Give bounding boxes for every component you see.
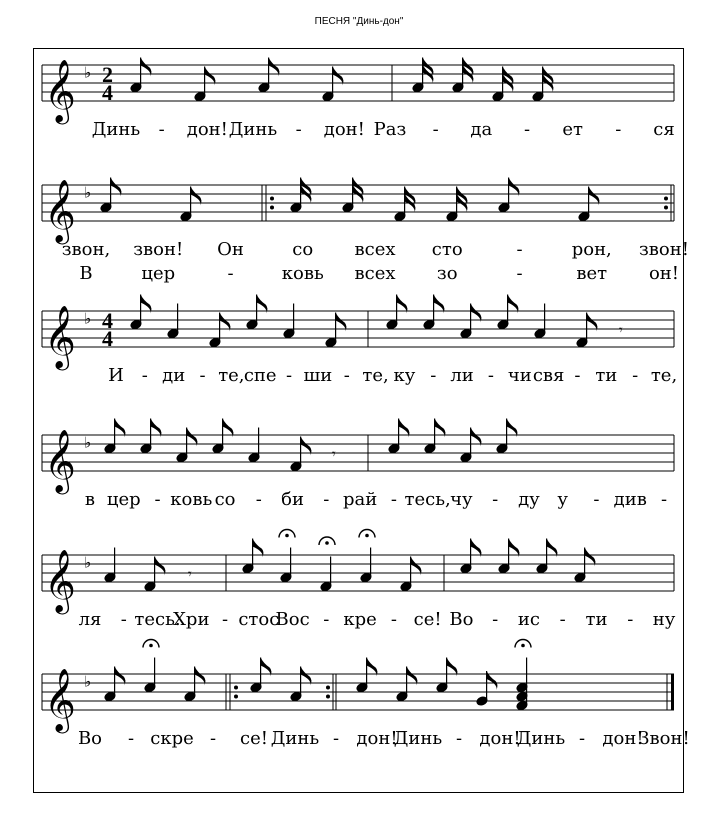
- lyric-hyphen: -: [627, 609, 634, 630]
- lyric-syllable: Динь: [91, 119, 141, 140]
- lyric-syllable: звон!: [638, 239, 690, 260]
- lyric-hyphen: -: [578, 728, 586, 749]
- lyric-syllable: у: [557, 489, 569, 510]
- lyric-hyphen: -: [559, 609, 566, 630]
- lyric-syllable: чи: [507, 365, 532, 386]
- lyric-syllable: Раз: [373, 119, 407, 140]
- lyric-syllable: тесь,: [404, 489, 451, 510]
- repeat-dot: [326, 686, 330, 690]
- lyric-hyphen: -: [523, 119, 531, 140]
- lyric-syllable: ти: [595, 365, 618, 386]
- lyric-syllable: див: [613, 489, 647, 510]
- repeat-dot: [234, 686, 238, 690]
- treble-clef-icon: 𝄞: [44, 668, 76, 731]
- lyric-syllable: скре: [150, 728, 194, 749]
- repeat-dot: [664, 206, 668, 210]
- treble-clef-icon: 𝄞: [44, 59, 76, 122]
- lyric-syllable: всех: [354, 239, 396, 260]
- page-title: ПЕСНЯ "Динь-дон": [314, 16, 404, 27]
- lyric-syllable: зо: [436, 263, 458, 284]
- lyric-syllable: всех: [354, 263, 396, 284]
- lyric-syllable: Во: [449, 609, 474, 630]
- lyric-hyphen: -: [199, 365, 206, 386]
- lyric-syllable: тесь.: [134, 609, 181, 630]
- eighth-rest-icon: 𝄾: [332, 446, 336, 463]
- lyric-syllable: со: [292, 239, 314, 260]
- lyric-syllable: Хри: [173, 609, 210, 630]
- treble-clef-icon: 𝄞: [44, 305, 76, 368]
- lyric-hyphen: -: [615, 119, 622, 140]
- time-signature-bottom: 4: [102, 326, 113, 351]
- lyric-hyphen: -: [332, 728, 340, 749]
- treble-clef-icon: 𝄞: [44, 549, 76, 612]
- lyric-syllable: цер: [106, 489, 141, 510]
- lyric-hyphen: -: [154, 489, 161, 510]
- lyric-hyphen: -: [593, 489, 600, 510]
- lyric-syllable: со: [214, 489, 236, 510]
- final-bar-line: [671, 674, 674, 710]
- lyric-hyphen: -: [295, 119, 302, 140]
- time-signature-bottom: 4: [102, 80, 113, 105]
- lyric-syllable: те,: [218, 365, 245, 386]
- flat-icon: ♭: [84, 63, 92, 82]
- lyric-syllable: ля: [78, 609, 102, 630]
- lyric-syllable: вет: [576, 263, 608, 284]
- lyric-hyphen: -: [323, 489, 330, 510]
- fermata-dot: [521, 644, 525, 648]
- lyric-syllable: да: [470, 119, 493, 140]
- eighth-rest-icon: 𝄾: [188, 566, 192, 583]
- lyric-syllable: В: [79, 263, 93, 284]
- lyric-syllable: Вос: [275, 609, 310, 630]
- fermata-dot: [285, 534, 289, 538]
- lyric-hyphen: -: [487, 365, 494, 386]
- lyric-syllable: ду: [518, 489, 540, 510]
- lyric-hyphen: -: [286, 365, 293, 386]
- lyric-hyphen: -: [343, 365, 350, 386]
- lyric-hyphen: -: [660, 489, 668, 510]
- music-score: [34, 49, 690, 792]
- lyric-syllable: рай: [342, 489, 378, 510]
- lyric-hyphen: -: [492, 609, 499, 630]
- lyric-syllable: цер: [141, 263, 176, 284]
- lyric-hyphen: -: [255, 489, 262, 510]
- lyric-syllable: Динь: [516, 728, 566, 749]
- lyric-hyphen: -: [492, 489, 499, 510]
- lyric-syllable: би: [281, 489, 305, 510]
- lyric-syllable: он!: [648, 263, 680, 284]
- lyric-syllable: стос: [238, 609, 280, 630]
- repeat-dot: [326, 695, 330, 699]
- lyric-hyphen: -: [323, 609, 330, 630]
- flat-icon: ♭: [84, 183, 92, 202]
- lyric-syllable: кре: [343, 609, 377, 630]
- lyric-syllable: дон!: [602, 728, 644, 749]
- lyric-syllable: ся: [653, 119, 675, 140]
- lyric-syllable: ши: [303, 365, 333, 386]
- lyric-syllable: Он: [217, 239, 244, 260]
- lyric-syllable: рон,: [571, 239, 612, 260]
- lyric-hyphen: -: [120, 609, 127, 630]
- lyric-hyphen: -: [222, 609, 229, 630]
- lyric-syllable: Динь: [228, 119, 278, 140]
- lyric-syllable: те,: [650, 365, 678, 386]
- lyric-syllable: ковь: [281, 263, 324, 284]
- lyric-hyphen: -: [390, 489, 397, 510]
- lyric-hyphen: -: [209, 728, 217, 749]
- repeat-dot: [664, 197, 668, 201]
- lyric-syllable: Во: [77, 728, 103, 749]
- lyric-syllable: Звон!: [638, 728, 690, 749]
- lyric-hyphen: -: [227, 263, 234, 284]
- lyric-hyphen: -: [632, 365, 639, 386]
- flat-icon: ♭: [84, 672, 92, 691]
- lyric-syllable: ку: [393, 365, 416, 386]
- lyric-syllable: звон!: [133, 239, 184, 260]
- lyric-syllable: ет: [562, 119, 583, 140]
- fermata-dot: [365, 534, 369, 538]
- lyric-syllable: ди: [162, 365, 186, 386]
- lyric-hyphen: -: [516, 239, 523, 260]
- fermata-dot: [149, 644, 153, 648]
- lyric-syllable: чу: [450, 489, 473, 510]
- lyric-syllable: ти: [585, 609, 608, 630]
- lyric-syllable: Динь: [270, 728, 320, 749]
- treble-clef-icon: 𝄞: [44, 179, 76, 242]
- lyric-syllable: дон!: [186, 119, 228, 140]
- lyric-syllable: ковь: [170, 489, 213, 510]
- lyric-hyphen: -: [574, 365, 581, 386]
- lyric-hyphen: -: [516, 263, 523, 284]
- eighth-rest-icon: 𝄾: [619, 322, 623, 339]
- lyric-syllable: свя: [532, 365, 565, 386]
- lyric-hyphen: -: [430, 365, 437, 386]
- lyric-syllable: сто: [431, 239, 463, 260]
- time-signature-top: 4: [102, 308, 113, 333]
- flat-icon: ♭: [84, 309, 92, 328]
- lyric-syllable: дон!: [323, 119, 365, 140]
- lyric-syllable: те,: [362, 365, 389, 386]
- lyric-syllable: дон!: [356, 728, 398, 749]
- fermata-dot: [325, 541, 329, 545]
- lyric-syllable: ис: [517, 609, 540, 630]
- lyric-syllable: спе: [243, 365, 277, 386]
- treble-clef-icon: 𝄞: [44, 429, 76, 492]
- flat-icon: ♭: [84, 433, 92, 452]
- repeat-dot: [270, 197, 274, 201]
- lyric-syllable: се!: [240, 728, 268, 749]
- repeat-dot: [270, 206, 274, 210]
- lyric-syllable: И: [108, 365, 124, 386]
- score-frame: [33, 48, 690, 793]
- lyric-hyphen: -: [455, 728, 463, 749]
- lyric-syllable: се!: [413, 609, 442, 630]
- lyric-syllable: Динь: [393, 728, 443, 749]
- lyric-syllable: звон,: [61, 239, 111, 260]
- lyric-hyphen: -: [158, 119, 165, 140]
- time-signature-top: 2: [102, 62, 113, 87]
- lyric-hyphen: -: [390, 609, 397, 630]
- lyric-syllable: в: [84, 489, 96, 510]
- lyric-hyphen: -: [141, 365, 148, 386]
- flat-icon: ♭: [84, 553, 92, 572]
- lyric-hyphen: -: [127, 728, 135, 749]
- lyric-syllable: ли: [450, 365, 474, 386]
- lyric-hyphen: -: [432, 119, 439, 140]
- lyric-syllable: ну: [652, 609, 676, 630]
- repeat-dot: [234, 695, 238, 699]
- lyric-syllable: дон!: [479, 728, 521, 749]
